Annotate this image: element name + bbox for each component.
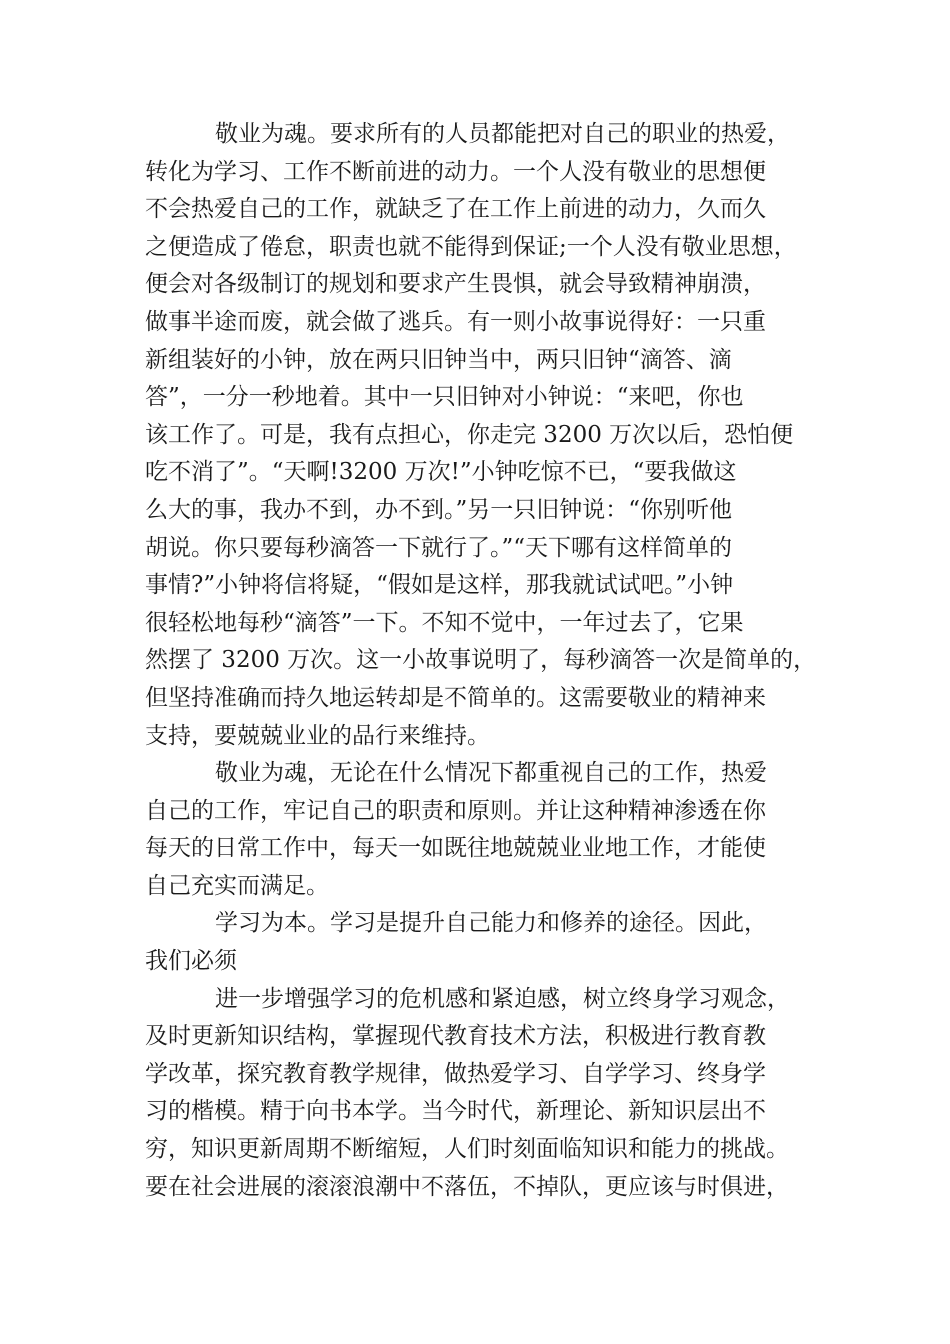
paragraph [145, 981, 820, 1207]
text-line: 之便造成了倦怠，职责也就不能得到保证;一个人没有敬业思想， [145, 233, 797, 260]
text-line: 胡说。你只要每秒滴答一下就行了。”“天下哪有这样简单的 [145, 534, 733, 561]
text-line: 习的楷模。精于向书本学。当今时代，新理论、新知识层出不 [145, 1098, 766, 1125]
text-line: 但坚持准确而持久地运转却是不简单的。这需要敬业的精神来 [145, 684, 766, 711]
text-line: 敬业为魂，无论在什么情况下都重视自己的工作，热爱 [215, 760, 767, 787]
text-line: 做事半途而废，就会做了逃兵。有一则小故事说得好：一只重 [145, 308, 766, 335]
document-page [145, 116, 820, 1206]
text-line: 支持，要兢兢业业的品行来维持。 [145, 722, 490, 749]
text-line: 么大的事，我办不到，办不到。”另一只旧钟说：“你别听他 [145, 496, 733, 523]
text-line: 穷，知识更新周期不断缩短，人们时刻面临知识和能力的挑战。 [145, 1136, 789, 1163]
text-line: 很轻松地每秒“滴答”一下。不知不觉中，一年过去了，它果 [145, 609, 744, 636]
paragraph [145, 755, 820, 905]
text-line: 吃不消了”。“天啊!3200 万次!”小钟吃惊不已，“要我做这 [145, 459, 737, 486]
text-line: 要在社会进展的滚滚浪潮中不落伍，不掉队，更应该与时俱进， [145, 1173, 789, 1200]
paragraph [145, 116, 820, 755]
text-line: 然摆了 3200 万次。这一小故事说明了，每秒滴答一次是简单的， [145, 647, 817, 674]
text-line: 敬业为魂。要求所有的人员都能把对自己的职业的热爱， [215, 121, 790, 147]
text-line: 学改革，探究教育教学规律，做热爱学习、自学学习、终身学 [145, 1060, 766, 1087]
text-line: 便会对各级制订的规划和要求产生畏惧，就会导致精神崩溃， [145, 271, 766, 298]
text-line: 转化为学习、工作不断前进的动力。一个人没有敬业的思想便 [145, 158, 766, 185]
text-line: 该工作了。可是，我有点担心，你走完 3200 万次以后，恐怕便 [145, 421, 794, 448]
text-line: 不会热爱自己的工作，就缺乏了在工作上前进的动力，久而久 [145, 196, 766, 223]
text-line: 新组装好的小钟，放在两只旧钟当中，两只旧钟“滴答、滴 [145, 346, 732, 373]
text-line: 学习为本。学习是提升自己能力和修养的途径。因此， [215, 910, 767, 937]
text-line: 我们必须 [145, 948, 237, 975]
text-line: 事情?”小钟将信将疑，“假如是这样，那我就试试吧。”小钟 [145, 572, 734, 599]
text-line: 进一步增强学习的危机感和紧迫感，树立终身学习观念， [215, 985, 790, 1012]
text-line: 每天的日常工作中，每天一如既往地兢兢业业地工作，才能使 [145, 835, 766, 862]
text-line: 及时更新知识结构，掌握现代教育技术方法，积极进行教育教 [145, 1023, 766, 1050]
text-line: 答”，一分一秒地着。其中一只旧钟对小钟说：“来吧，你也 [145, 384, 744, 411]
text-line: 自己充实而满足。 [145, 872, 329, 899]
paragraph [145, 905, 820, 980]
text-line: 自己的工作，牢记自己的职责和原则。并让这种精神渗透在你 [145, 797, 766, 824]
